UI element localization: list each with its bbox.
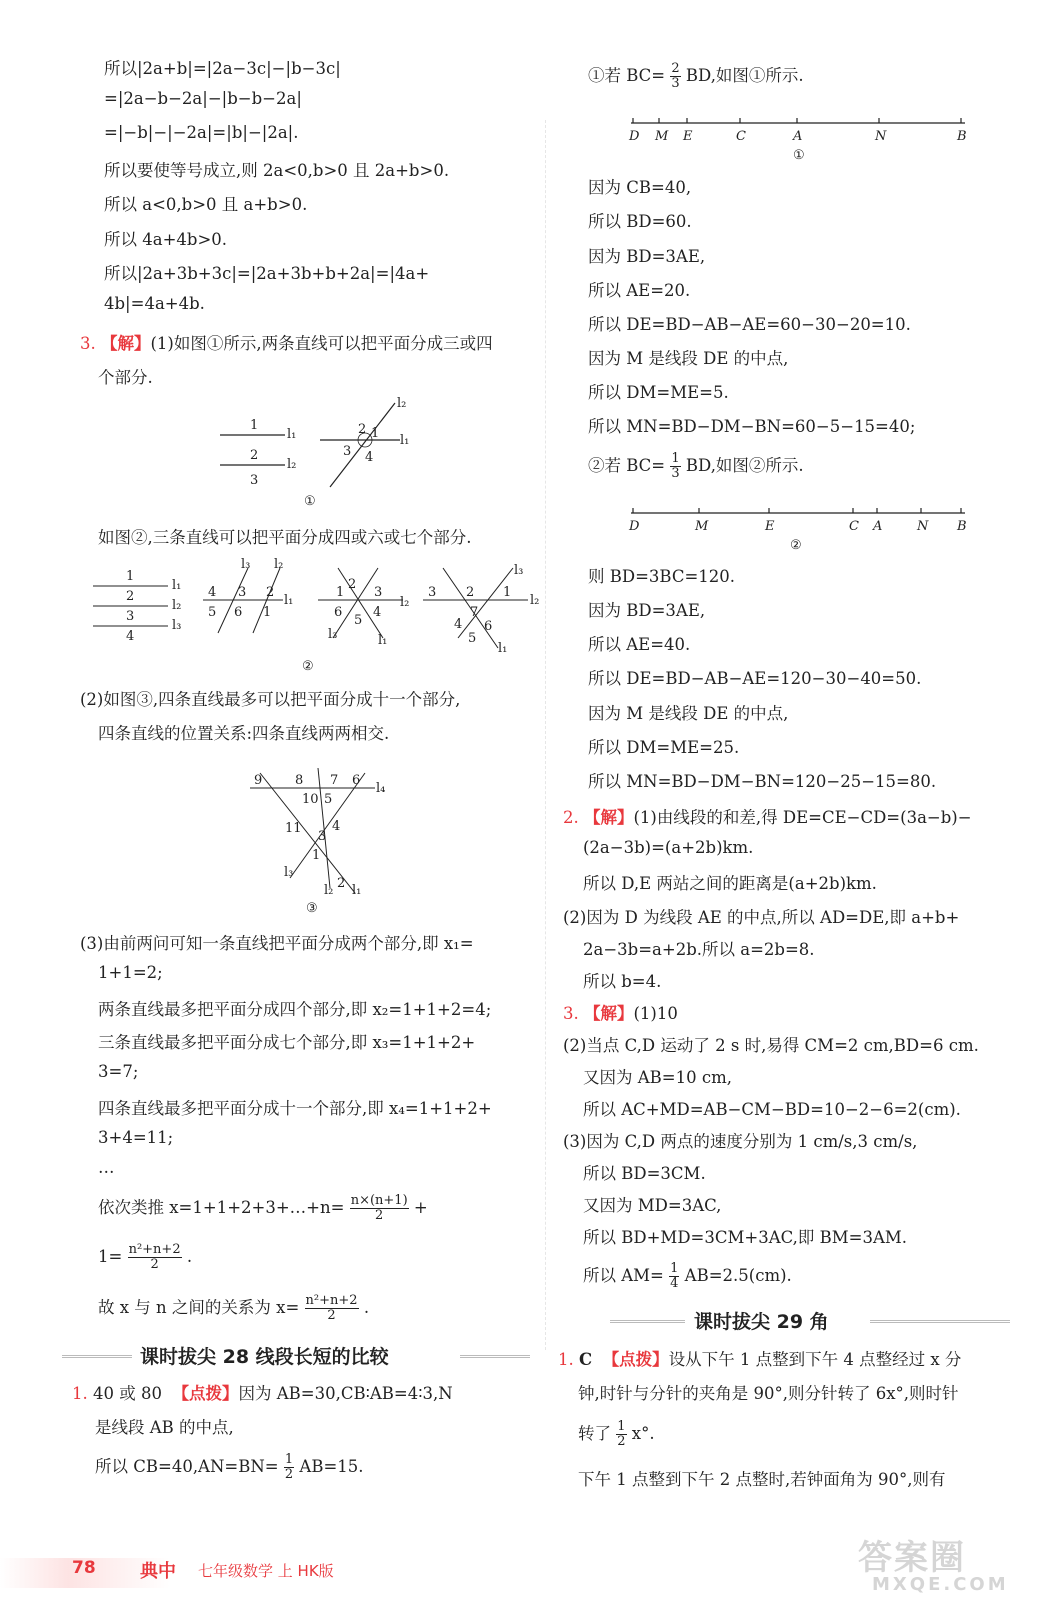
- fig1-point-label-b: B: [957, 129, 967, 144]
- fig2-point-label-m: M: [695, 519, 709, 534]
- svg-text:3: 3: [126, 609, 135, 624]
- text-line: 所以 DM=ME=25.: [588, 738, 740, 757]
- divider: [610, 1320, 685, 1323]
- watermark-url: MXQE.COM: [872, 1574, 1009, 1595]
- svg-text:4: 4: [126, 629, 135, 644]
- text-line: 因为 CB=40,: [588, 178, 692, 197]
- svg-text:4: 4: [208, 585, 217, 600]
- svg-text:l₁: l₁: [287, 427, 297, 442]
- text-line: 所以 DE=BD−AB−AE=120−30−40=50.: [588, 669, 922, 688]
- svg-text:11: 11: [285, 821, 302, 836]
- text-line: (3)因为 C,D 两点的速度分别为 1 cm/s,3 cm/s,: [563, 1132, 918, 1151]
- text-line: 1+1=2;: [98, 963, 163, 982]
- svg-text:3: 3: [250, 473, 259, 488]
- svg-text:1: 1: [371, 426, 380, 441]
- svg-text:3: 3: [318, 829, 327, 844]
- answer-value: 40 或 80: [93, 1384, 162, 1403]
- svg-text:l₃: l₃: [514, 563, 524, 578]
- fig1-point-label-a: A: [793, 129, 803, 144]
- svg-text:l₂: l₂: [274, 557, 284, 572]
- text-segment: 所以 CB=40,AN=BN=: [95, 1457, 279, 1476]
- svg-text:4: 4: [365, 450, 374, 465]
- text-line: (2)当点 C,D 运动了 2 s 时,易得 CM=2 cm,BD=6 cm.: [563, 1036, 979, 1055]
- column-divider: [545, 120, 546, 1350]
- fraction-denominator: 3: [671, 466, 680, 481]
- fraction-numerator: n²+n+2: [128, 1242, 181, 1257]
- figure-caption: ②: [790, 538, 802, 553]
- text-segment: BD,如图①所示.: [685, 66, 804, 85]
- text-line: 所以 AE=20.: [588, 281, 691, 300]
- svg-text:2: 2: [466, 585, 475, 600]
- svg-text:1: 1: [336, 585, 345, 600]
- fig2-point-label-c: C: [849, 519, 859, 534]
- svg-text:7: 7: [330, 773, 339, 788]
- svg-text:2: 2: [126, 589, 135, 604]
- svg-text:3: 3: [343, 444, 352, 459]
- hint-tag: 【点拨】: [602, 1350, 669, 1369]
- text-line: 设从下午 1 点整到下午 4 点整经过 x 分: [668, 1350, 962, 1369]
- svg-text:l₃: l₃: [172, 618, 182, 633]
- text-line: 则 BD=3BC=120.: [588, 567, 736, 586]
- text-line: 所以 4a+4b>0.: [104, 230, 228, 249]
- text-segment: AB=2.5(cm).: [684, 1266, 792, 1285]
- svg-text:2: 2: [348, 577, 357, 592]
- svg-text:2: 2: [266, 585, 275, 600]
- figure-1-two-lines: [210, 395, 430, 510]
- formula-line: [588, 62, 804, 91]
- svg-text:l₁: l₁: [498, 641, 508, 656]
- svg-text:l₁: l₁: [352, 883, 362, 898]
- svg-text:l₁: l₁: [172, 578, 182, 593]
- text-line: (1)由线段的和差,得 DE=CE−CD=(3a−b)−: [633, 808, 972, 827]
- question-number: 3.: [80, 334, 96, 353]
- svg-text:l₂: l₂: [324, 883, 334, 898]
- formula-line: [588, 452, 804, 481]
- text-line: (3)由前两问可知一条直线把平面分成两个部分,即 x₁=: [80, 934, 474, 953]
- formula-line: [98, 1294, 369, 1323]
- fraction: [669, 1262, 679, 1291]
- divider: [870, 1320, 1010, 1323]
- text-line: 因为 M 是线段 DE 的中点,: [588, 704, 789, 723]
- text-segment: ②若 BC=: [588, 456, 666, 475]
- fraction-numerator: n²+n+2: [305, 1293, 358, 1308]
- text-line: 又因为 AB=10 cm,: [583, 1068, 732, 1087]
- formula-line: [578, 1420, 655, 1449]
- text-line: 3=7;: [98, 1062, 139, 1081]
- svg-text:l₂: l₂: [397, 396, 407, 411]
- text-line: 所以 AE=40.: [588, 635, 691, 654]
- figure-segment-1: [625, 113, 975, 163]
- page-number: 78: [72, 1558, 96, 1578]
- svg-text:7: 7: [470, 605, 479, 620]
- svg-text:6: 6: [484, 619, 493, 634]
- fig2-point-label-n: N: [917, 519, 929, 534]
- text-line: 2a−3b=a+2b.所以 a=2b=8.: [583, 940, 815, 959]
- svg-text:6: 6: [234, 605, 243, 620]
- question-number: 1.: [72, 1384, 88, 1403]
- text-line: 因为 BD=3AE,: [588, 601, 706, 620]
- text-segment: 故 x 与 n 之间的关系为 x=: [98, 1298, 300, 1317]
- question-3-right: [563, 1000, 678, 1024]
- svg-text:1: 1: [126, 569, 135, 584]
- fig1-point-label-n: N: [875, 129, 887, 144]
- svg-text:3: 3: [238, 585, 247, 600]
- fraction-numerator: 2: [671, 61, 680, 76]
- fraction: [670, 452, 680, 481]
- svg-text:l₂: l₂: [530, 593, 540, 608]
- text-line: 个部分.: [98, 368, 153, 387]
- question-3: [80, 330, 493, 354]
- text-line: (1)10: [633, 1004, 678, 1023]
- text-line: (2)如图③,四条直线最多可以把平面分成十一个部分,: [80, 690, 461, 709]
- text-line: 是线段 AB 的中点,: [95, 1418, 234, 1437]
- figure-caption: ②: [302, 659, 314, 674]
- fraction: [128, 1243, 182, 1272]
- svg-text:5: 5: [468, 631, 477, 646]
- text-line: (1)如图①所示,两条直线可以把平面分成三或四: [150, 334, 493, 353]
- svg-text:2: 2: [358, 422, 367, 437]
- text-segment: .: [186, 1247, 193, 1266]
- fraction-numerator: 1: [671, 451, 680, 466]
- answer-tag: 【解】: [584, 1004, 634, 1023]
- text-line: 所以 a<0,b>0 且 a+b>0.: [104, 195, 308, 214]
- svg-text:4: 4: [332, 819, 341, 834]
- fraction-numerator: 1: [617, 1419, 626, 1434]
- page-footer: [0, 1540, 1047, 1600]
- text-line: 所以 DM=ME=5.: [588, 383, 729, 402]
- text-line: 四条直线最多把平面分成十一个部分,即 x₄=1+1+2+: [98, 1099, 492, 1118]
- answer-value: C: [579, 1350, 593, 1369]
- formula-line: [98, 1243, 192, 1272]
- answer-tag: 【解】: [584, 808, 634, 827]
- fig1-point-label-m: M: [655, 129, 669, 144]
- svg-text:l₂: l₂: [287, 457, 297, 472]
- svg-text:10: 10: [302, 792, 319, 807]
- text-line: 两条直线最多把平面分成四个部分,即 x₂=1+1+2=4;: [98, 1000, 492, 1019]
- text-line: 下午 1 点整到下午 2 点整时,若钟面角为 90°,则有: [578, 1470, 946, 1489]
- svg-text:3: 3: [428, 585, 437, 600]
- text-line: (2)因为 D 为线段 AE 的中点,所以 AD=DE,即 a+b+: [563, 908, 960, 927]
- text-segment: ①若 BC=: [588, 66, 666, 85]
- svg-text:6: 6: [334, 605, 343, 620]
- text-segment: 所以 AM=: [583, 1266, 664, 1285]
- text-segment: 转了: [578, 1424, 611, 1443]
- section-title: 课时拔尖 29 角: [694, 1311, 829, 1333]
- text-segment: AB=15.: [299, 1457, 364, 1476]
- text-line: 因为 M 是线段 DE 的中点,: [588, 349, 789, 368]
- text-line: 三条直线最多把平面分成七个部分,即 x₃=1+1+2+: [98, 1033, 476, 1052]
- text-segment: 依次类推 x=1+1+2+3+…+n=: [98, 1198, 345, 1217]
- text-line: 如图②,三条直线可以把平面分成四或六或七个部分.: [98, 528, 472, 547]
- fig1-point-label-e: E: [683, 129, 693, 144]
- divider: [62, 1355, 132, 1358]
- fraction-numerator: 1: [284, 1452, 294, 1467]
- fraction: [616, 1420, 626, 1449]
- figure-3-four-lines: [240, 758, 400, 916]
- text-line: 所以 BD+MD=3CM+3AC,即 BM=3AM.: [583, 1228, 908, 1247]
- fraction-denominator: 2: [375, 1208, 384, 1223]
- svg-text:1: 1: [312, 848, 321, 863]
- text-line: …: [98, 1158, 115, 1177]
- text-line: 钟,时针与分针的夹角是 90°,则分针转了 6x°,则时针: [578, 1384, 959, 1403]
- text-line: 又因为 MD=3AC,: [583, 1196, 722, 1215]
- svg-text:l₄: l₄: [376, 781, 386, 796]
- figure-2-three-lines: [88, 558, 538, 673]
- svg-text:l₃: l₃: [241, 557, 251, 572]
- figure-segment-2: [625, 503, 975, 553]
- question-number: 2.: [563, 808, 579, 827]
- section-title: 课时拔尖 28 线段长短的比较: [140, 1346, 389, 1368]
- fig2-point-label-d: D: [629, 519, 640, 534]
- fig1-point-label-c: C: [736, 129, 746, 144]
- text-line: 所以 BD=60.: [588, 212, 692, 231]
- fig2-point-label-e: E: [765, 519, 775, 534]
- svg-text:5: 5: [208, 605, 217, 620]
- svg-text:8: 8: [295, 773, 304, 788]
- text-line: =|2a−b−2a|−|b−b−2a|: [104, 89, 302, 108]
- svg-text:2: 2: [337, 876, 346, 891]
- fraction-denominator: 2: [284, 1467, 294, 1482]
- fraction-denominator: 3: [671, 76, 680, 91]
- svg-text:1: 1: [250, 418, 259, 433]
- svg-text:3: 3: [374, 585, 383, 600]
- svg-text:l₂: l₂: [400, 595, 410, 610]
- svg-text:l₁: l₁: [400, 433, 410, 448]
- fraction-denominator: 2: [150, 1257, 159, 1272]
- fraction-denominator: 4: [670, 1276, 679, 1291]
- svg-text:5: 5: [354, 613, 363, 628]
- text-segment: +: [413, 1198, 428, 1217]
- brand-logo: 典中: [140, 1561, 176, 1582]
- text-line: 4b|=4a+4b.: [104, 294, 205, 313]
- text-line: 四条直线的位置关系:四条直线两两相交.: [98, 724, 390, 743]
- formula-line: [583, 1262, 792, 1291]
- book-title: 七年级数学 上 HK版: [198, 1562, 334, 1580]
- text-line: 所以 b=4.: [583, 972, 662, 991]
- fraction-numerator: n×(n+1): [350, 1193, 408, 1208]
- svg-text:1: 1: [263, 605, 272, 620]
- text-line: 所以|2a+3b+3c|=|2a+3b+b+2a|=|4a+: [104, 264, 430, 283]
- svg-text:4: 4: [373, 605, 382, 620]
- fraction-denominator: 2: [327, 1308, 336, 1323]
- text-line: =|−b|−|−2a|=|b|−|2a|.: [104, 123, 299, 142]
- figure-caption: ③: [306, 901, 318, 916]
- figure-caption: ①: [304, 494, 316, 509]
- svg-text:2: 2: [250, 448, 259, 463]
- fraction-denominator: 2: [617, 1434, 626, 1449]
- text-segment: BD,如图②所示.: [685, 456, 804, 475]
- hint-tag: 【点拨】: [172, 1384, 239, 1403]
- text-line: 所以 AC+MD=AB−CM−BD=10−2−6=2(cm).: [583, 1100, 961, 1119]
- svg-text:l₂: l₂: [172, 598, 182, 613]
- text-line: 所以 BD=3CM.: [583, 1164, 706, 1183]
- text-line: 所以|2a+b|=|2a−3c|−|b−3c|: [104, 59, 341, 78]
- text-line: 所以要使等号成立,则 2a<0,b>0 且 2a+b>0.: [104, 161, 450, 180]
- svg-text:1: 1: [503, 585, 512, 600]
- question-number: 1.: [558, 1350, 574, 1369]
- question-number: 3.: [563, 1004, 579, 1023]
- answer-tag: 【解】: [101, 334, 151, 353]
- text-line: (2a−3b)=(a+2b)km.: [583, 838, 754, 857]
- formula-line: [95, 1453, 364, 1482]
- svg-text:l₃: l₃: [328, 627, 338, 642]
- divider: [460, 1355, 530, 1358]
- text-line: 3+4=11;: [98, 1128, 174, 1147]
- text-line: 所以 D,E 两站之间的距离是(a+2b)km.: [583, 874, 877, 893]
- question-1-right: [558, 1346, 961, 1370]
- watermark: 答案圈: [858, 1538, 966, 1578]
- text-line: 所以 MN=BD−DM−BN=120−25−15=80.: [588, 772, 937, 791]
- svg-text:6: 6: [352, 773, 361, 788]
- text-segment: x°.: [631, 1424, 655, 1443]
- text-segment: 1=: [98, 1247, 123, 1266]
- text-line: 所以 MN=BD−DM−BN=60−5−15=40;: [588, 417, 916, 436]
- svg-text:9: 9: [254, 773, 263, 788]
- question-1: [72, 1380, 453, 1404]
- formula-line: [98, 1194, 428, 1223]
- svg-text:l₃: l₃: [284, 865, 294, 880]
- text-line: 所以 DE=BD−AB−AE=60−30−20=10.: [588, 315, 911, 334]
- fraction: [284, 1453, 294, 1482]
- svg-text:5: 5: [324, 792, 333, 807]
- fraction: [305, 1294, 359, 1323]
- fraction: [350, 1194, 409, 1223]
- question-2: [563, 804, 972, 828]
- fig2-point-label-b: B: [957, 519, 967, 534]
- fraction-numerator: 1: [670, 1261, 679, 1276]
- text-line: 因为 AB=30,CB∶AB=4∶3,N: [238, 1384, 453, 1403]
- text-segment: .: [363, 1298, 370, 1317]
- fig2-point-label-a: A: [873, 519, 883, 534]
- svg-text:l₁: l₁: [284, 593, 294, 608]
- svg-text:l₁: l₁: [378, 633, 388, 648]
- fraction: [670, 62, 680, 91]
- text-line: 因为 BD=3AE,: [588, 247, 706, 266]
- fig1-point-label-d: D: [629, 129, 640, 144]
- figure-caption: ①: [793, 148, 805, 163]
- svg-text:4: 4: [454, 617, 463, 632]
